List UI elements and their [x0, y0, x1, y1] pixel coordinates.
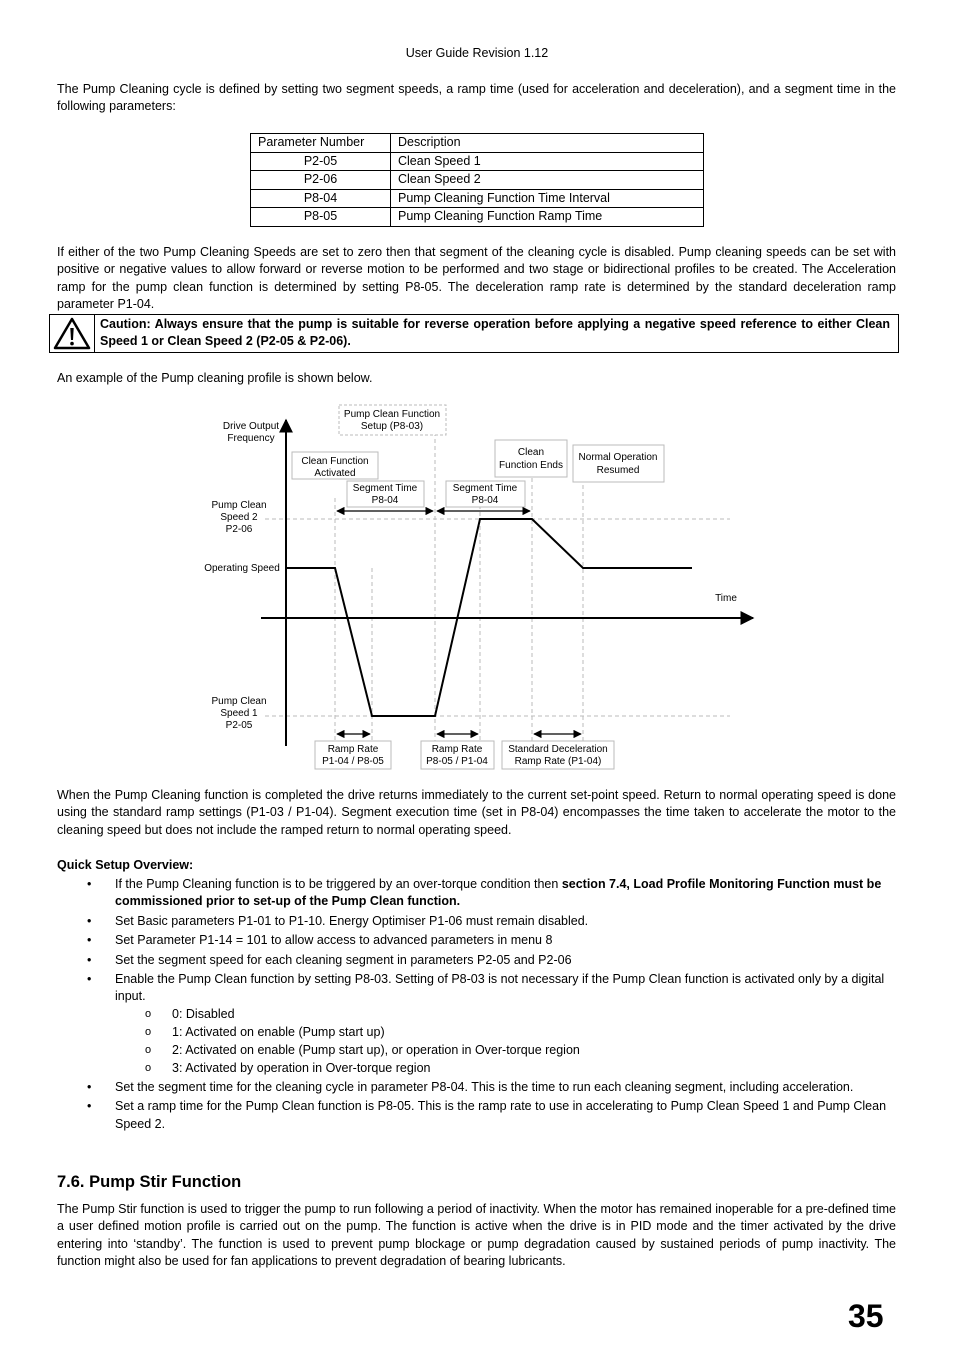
setup-box-text: Pump Clean Function — [343, 409, 441, 420]
list-item: • Set Parameter P1-14 = 101 to allow access to advanced parameters in menu 8 — [57, 932, 897, 949]
ramp-rate-text: Ramp Rate — [327, 744, 379, 755]
caution-text: Caution: Always ensure that the pump is suitable for reverse operation before applying a negative speed reference to either Clean Speed 1 or Clean Speed 2 (P2-05 & P2-06). — [100, 317, 890, 349]
table-row — [251, 189, 704, 208]
speeds-paragraph: If either of the two Pump Cleaning Speeds are set to zero then that segment of the cleaning cycle is disabled. Pump cleaning speeds can be set with positive or negative values to allow forward or reverse motion to be performed and two stage or bidirectional profiles to be created. The Acceleration ramp for the pump clean function is determined by setting P8-05. The deceleration ramp rate is determined by the standard deceleration ramp parameter P1-04. — [57, 245, 896, 312]
table-cell: Pump Cleaning Function Ramp Time — [391, 208, 704, 227]
parameter-table — [250, 133, 704, 227]
speed2-label: P2-06 — [225, 524, 253, 535]
decel-box-text: Standard Deceleration — [508, 744, 608, 755]
setup-box-text: Setup (P8-03) — [360, 421, 424, 432]
table-cell: Clean Speed 1 — [391, 152, 704, 171]
x-axis-label: Time — [715, 593, 737, 604]
list-item-bold-text: section 7.4, Load Profile Monitoring Function must be commissioned prior to set-up of the Pump Clean function. — [115, 877, 882, 909]
table-cell: P2-05 — [251, 152, 391, 171]
ends-box — [495, 440, 567, 477]
list-item: • Set the segment time for the cleaning cycle in parameter P8-04. This is the time to run each cleaning segment, including acceleration. — [57, 1079, 897, 1096]
table-row — [251, 171, 704, 190]
list-item — [57, 971, 897, 1077]
segment-time-text: P8-04 — [371, 495, 399, 506]
list-item: • Set a ramp time for the Pump Clean function is P8-05. This is the ramp rate to use in accelerating to Pump Clean Speed 1 and Pump Clean Speed 2. — [57, 1098, 897, 1133]
speed1-label: Pump Clean — [211, 696, 267, 707]
resumed-box — [573, 445, 664, 482]
segment-time-text: Segment Time — [452, 483, 518, 494]
table-row — [251, 152, 704, 171]
ends-box-text: Function Ends — [499, 460, 563, 471]
intro-paragraph: The Pump Cleaning cycle is defined by setting two segment speeds, a ramp time (used for acceleration and deceleration), and a segment time in the following parameters: — [57, 82, 896, 114]
resumed-box-text: Normal Operation — [578, 452, 658, 463]
quick-setup-list — [57, 876, 897, 1135]
sub-list-item: o 0: Disabled — [115, 1006, 897, 1023]
ramp-rate-text: P1-04 / P8-05 — [322, 756, 384, 767]
warning-icon — [50, 315, 95, 352]
activated-box-text: Activated — [314, 468, 356, 479]
list-item — [57, 876, 897, 911]
segment-time-text: P8-04 — [471, 495, 499, 506]
speed2-label: Pump Clean — [211, 500, 267, 511]
sub-list-item: o 1: Activated on enable (Pump start up) — [115, 1024, 897, 1041]
table-header-cell: Description — [391, 134, 704, 153]
example-line: An example of the Pump cleaning profile is shown below. — [57, 371, 373, 385]
pump-clean-profile-diagram — [195, 398, 765, 773]
table-cell: P8-04 — [251, 189, 391, 208]
table-row — [251, 208, 704, 227]
speed1-label: Speed 1 — [220, 708, 258, 719]
section-title: 7.6. Pump Stir Function — [57, 1173, 242, 1191]
resumed-box-text: Resumed — [596, 465, 640, 476]
ramp-rate-text: P8-05 / P1-04 — [426, 756, 488, 767]
list-item: • Set the segment speed for each cleaning segment in parameters P2-05 and P2-06 — [57, 952, 897, 969]
list-item-text: If the Pump Cleaning function is to be triggered by an over-torque condition then — [115, 877, 562, 891]
ends-box-text: Clean — [517, 447, 545, 458]
activated-box-text: Clean Function — [301, 456, 369, 467]
y-axis-label: Frequency — [227, 433, 275, 444]
page-header: User Guide Revision 1.12 — [405, 46, 549, 60]
sub-list-item: o 2: Activated on enable (Pump start up), or operation in Over-torque region — [115, 1042, 897, 1059]
speed1-label: P2-05 — [225, 720, 253, 731]
ramp-rate-text: Ramp Rate — [431, 744, 483, 755]
sub-list-item: o 3: Activated by operation in Over-torque region — [115, 1060, 897, 1077]
table-cell: Clean Speed 2 — [391, 171, 704, 190]
page-number: 35 — [848, 1298, 884, 1334]
operating-speed-label: Operating Speed — [204, 563, 280, 574]
list-item-text: Enable the Pump Clean function by setting P8-03. Setting of P8-03 is not necessary if the Pump Clean function is activated only by a digital input. — [115, 972, 885, 1004]
table-cell: P2-06 — [251, 171, 391, 190]
stir-paragraph: The Pump Stir function is used to trigger the pump to run following a period of inactivity. When the motor has remained inoperable for a pre-defined time a user defined motion profile is carried out on the pump. The function is active when the drive is in PID mode and the timer activated by the drive entering into ‘standby’. The function is used to prevent pump blockage or pump degradation caused by sustained periods of pump inactivity. The function might also be used for fan applications to prevent degradation of bearing lubricants. — [57, 1202, 896, 1269]
table-header-cell: Parameter Number — [251, 134, 391, 153]
list-item: • Set Basic parameters P1-01 to P1-10. Energy Optimiser P1-06 must remain disabled. — [57, 913, 897, 930]
speed2-label: Speed 2 — [220, 512, 258, 523]
caution-box — [49, 314, 899, 353]
decel-box-text: Ramp Rate (P1-04) — [514, 756, 602, 767]
quick-setup-title: Quick Setup Overview: — [57, 858, 194, 872]
p8-03-options — [115, 1006, 897, 1077]
table-cell: Pump Cleaning Function Time Interval — [391, 189, 704, 208]
completion-paragraph: When the Pump Cleaning function is completed the drive returns immediately to the current set-point speed. Return to normal operating speed is done using the standard ramp settings (P1-03 / P1-04). Segment execution time (set in P8-04) encompasses the time taken to accelerate the motor to the cleaning speed but does not include the ramped return to normal operating speed. — [57, 788, 896, 837]
y-axis-label: Drive Output — [222, 421, 280, 432]
table-cell: P8-05 — [251, 208, 391, 227]
segment-time-text: Segment Time — [352, 483, 418, 494]
table-header-row — [251, 134, 704, 153]
